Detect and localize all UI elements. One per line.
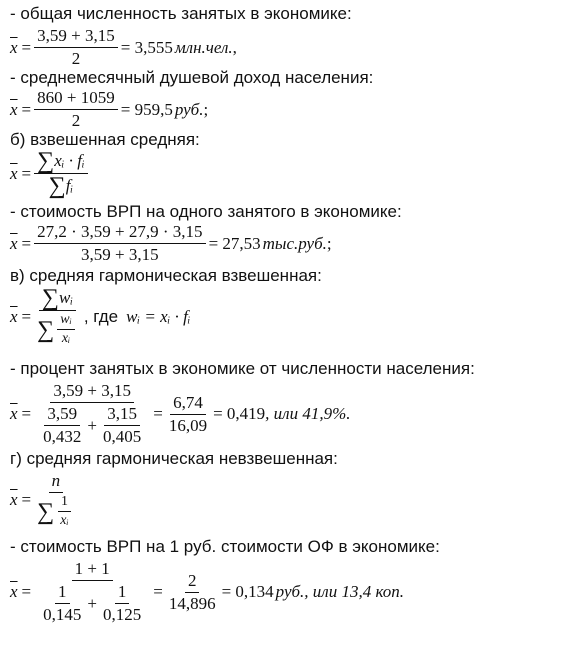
fraction (34, 471, 78, 529)
equals-sign: = (21, 37, 32, 57)
text-line-4: - стоимость ВРП на одного занятого в экономике: (10, 202, 402, 221)
sigma-symbol: ∑ (37, 498, 55, 525)
where-word: , где (83, 307, 119, 326)
punctuation: , (232, 37, 237, 57)
numerator: 27,2 · 3,59 + 27,9 · 3,15 (34, 222, 205, 244)
result-value: = 959,5 (120, 99, 173, 119)
inner-fraction (57, 312, 75, 347)
inner-numerator: 1 (115, 582, 130, 604)
denominator: 2 (71, 49, 81, 68)
denominator (34, 493, 78, 529)
result-unit: тыс.руб. (262, 233, 327, 253)
denominator (34, 311, 81, 347)
xbar-symbol: $\overline{x}$ (10, 163, 18, 183)
denominator (34, 403, 150, 447)
sigma-symbol: ∑ (37, 316, 55, 343)
formula-income (10, 88, 208, 131)
numerator (34, 150, 88, 174)
plus-sign: + (87, 593, 97, 613)
where-expression: wᵢ = xᵢ · fᵢ (126, 307, 191, 326)
inner-denominator: xᵢ (61, 331, 71, 346)
text-line-1: - общая численность занятых в экономике: (10, 4, 352, 23)
fraction (34, 26, 118, 69)
formula-employment (10, 26, 237, 69)
xbar-symbol: $\overline{x}$ (10, 490, 18, 509)
text-line-5: в) средняя гармоническая взвешенная: (10, 266, 322, 285)
result-unit: руб. (174, 99, 204, 119)
inner-fraction (40, 582, 84, 625)
denominator (46, 174, 77, 197)
equals-sign: = (21, 99, 32, 119)
fraction (34, 150, 88, 197)
result-note: , или 41,9%. (265, 404, 351, 423)
formula-weighted-mean (10, 150, 91, 197)
equals-sign: = (21, 404, 32, 423)
inner-denominator: 0,405 (102, 427, 142, 446)
xbar-symbol: $\overline{x}$ (10, 307, 18, 326)
fraction (34, 559, 150, 625)
result-value: = 0,134 (221, 582, 274, 601)
punctuation: ; (203, 99, 209, 119)
equals-sign: = (21, 307, 32, 326)
formula-grp-per-ruble (10, 559, 404, 625)
fraction (34, 287, 81, 347)
inner-numerator: 1 (55, 582, 70, 604)
text-line-3: б) взвешенная средняя: (10, 130, 200, 149)
fraction (34, 222, 205, 265)
fraction (34, 381, 150, 447)
denominator-expr: fᵢ (65, 176, 74, 195)
numerator-expr: xᵢ · fᵢ (54, 151, 85, 170)
sigma-symbol: ∑ (37, 148, 55, 174)
numerator-expr: wᵢ (59, 288, 74, 307)
numerator: 6,74 (170, 393, 206, 415)
equals-sign: = (21, 163, 32, 183)
text-line-6: - процент занятых в экономике от численности населения: (10, 359, 475, 378)
text-line-7: г) средняя гармоническая невзвешенная: (10, 449, 338, 468)
inner-denominator: xᵢ (60, 513, 69, 528)
denominator: 16,09 (168, 415, 208, 435)
equals-sign: = (21, 490, 32, 509)
formula-employment-percent (10, 381, 351, 447)
inner-fraction (40, 404, 84, 447)
inner-numerator: wᵢ (57, 312, 75, 330)
result-unit: руб. (275, 582, 305, 601)
fraction (34, 88, 118, 131)
text-line-2: - среднемесячный душевой доход населения: (10, 68, 374, 87)
result-value: = 3,555 (120, 37, 173, 57)
numerator: 1 + 1 (72, 559, 113, 581)
equals-sign: = (21, 582, 32, 601)
result-value: = 0,419 (213, 404, 266, 423)
inner-numerator: 3,15 (104, 404, 140, 426)
inner-numerator: 1 (58, 494, 71, 512)
inner-denominator: 0,145 (43, 605, 82, 624)
equals-sign: = (21, 233, 32, 253)
fraction (166, 393, 210, 436)
numerator: 860 + 1059 (34, 88, 118, 110)
sigma-symbol: ∑ (48, 173, 66, 199)
sigma-symbol: ∑ (41, 285, 60, 311)
formula-harmonic-unweighted (10, 471, 81, 529)
inner-fraction (100, 582, 144, 625)
numerator: 3,59 + 3,15 (50, 381, 134, 403)
denominator: 14,896 (168, 593, 216, 613)
denominator: 3,59 + 3,15 (81, 245, 159, 264)
result-unit: млн.чел. (174, 37, 233, 57)
xbar-symbol: $\overline{x}$ (10, 404, 18, 423)
formula-harmonic-weighted (10, 287, 190, 347)
fraction (166, 571, 219, 614)
equals-sign: = (153, 582, 163, 601)
numerator: 3,59 + 3,15 (34, 26, 118, 48)
inner-fraction (100, 404, 144, 447)
formula-grp-per-employee (10, 222, 332, 265)
equals-sign: = (153, 404, 163, 423)
xbar-symbol: $\overline{x}$ (10, 582, 18, 601)
plus-sign: + (87, 415, 97, 435)
punctuation: ; (326, 233, 332, 253)
denominator (34, 581, 150, 625)
text-line-8: - стоимость ВРП на 1 руб. стоимости ОФ в экономике: (10, 537, 440, 556)
numerator: n (49, 471, 64, 493)
inner-fraction (57, 494, 71, 529)
xbar-symbol: $\overline{x}$ (10, 99, 18, 119)
inner-denominator: 0,432 (43, 427, 82, 446)
inner-denominator: 0,125 (102, 605, 142, 624)
result-value: = 27,53 (208, 233, 261, 253)
denominator: 2 (71, 111, 81, 130)
xbar-symbol: $\overline{x}$ (10, 37, 18, 57)
result-note: , или 13,4 коп. (304, 582, 405, 601)
numerator: 2 (185, 571, 200, 593)
numerator (39, 287, 76, 311)
xbar-symbol: $\overline{x}$ (10, 233, 18, 253)
inner-numerator: 3,59 (44, 404, 80, 426)
